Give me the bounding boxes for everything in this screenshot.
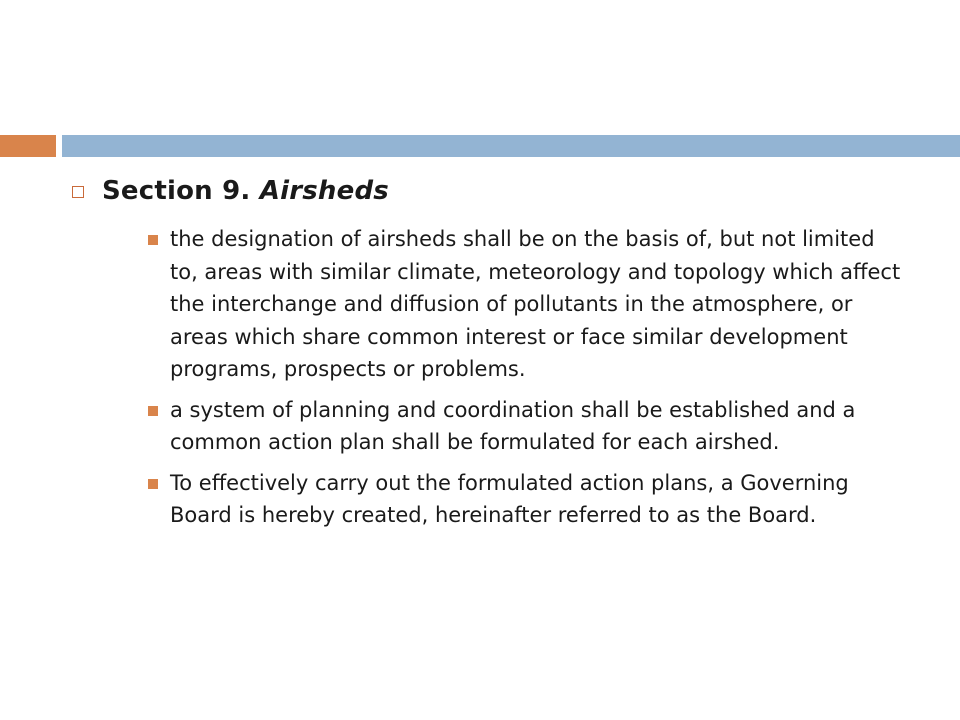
list-item-text: To effectively carry out the formulated action plans, a Governing Board is hereby created, hereinafter referred to as the Board. [170, 470, 849, 527]
square-bullet-icon [148, 235, 158, 245]
bullet-list [148, 223, 908, 540]
list-item [148, 223, 908, 386]
header-accent-bar-blue [62, 135, 960, 157]
list-item [148, 394, 908, 459]
section-title [102, 176, 389, 206]
list-item-text: a system of planning and coordination shall be established and a common action plan shall be formulated for each airshed. [170, 397, 856, 454]
square-bullet-icon [148, 479, 158, 489]
section-name: Airsheds [259, 176, 389, 206]
section-heading [72, 176, 389, 206]
square-bullet-icon [148, 406, 158, 416]
section-number: Section 9. [102, 176, 251, 206]
square-outline-icon [72, 186, 84, 198]
list-item-text: the designation of airsheds shall be on the basis of, but not limited to, areas with similar climate, meteorology and topology which affect the interchange and diffusion of pollutants in the atmosphere, or areas which share common interest or face similar development programs, prospects or problems. [170, 227, 901, 381]
header-accent-bar-orange [0, 135, 56, 157]
list-item [148, 467, 908, 532]
